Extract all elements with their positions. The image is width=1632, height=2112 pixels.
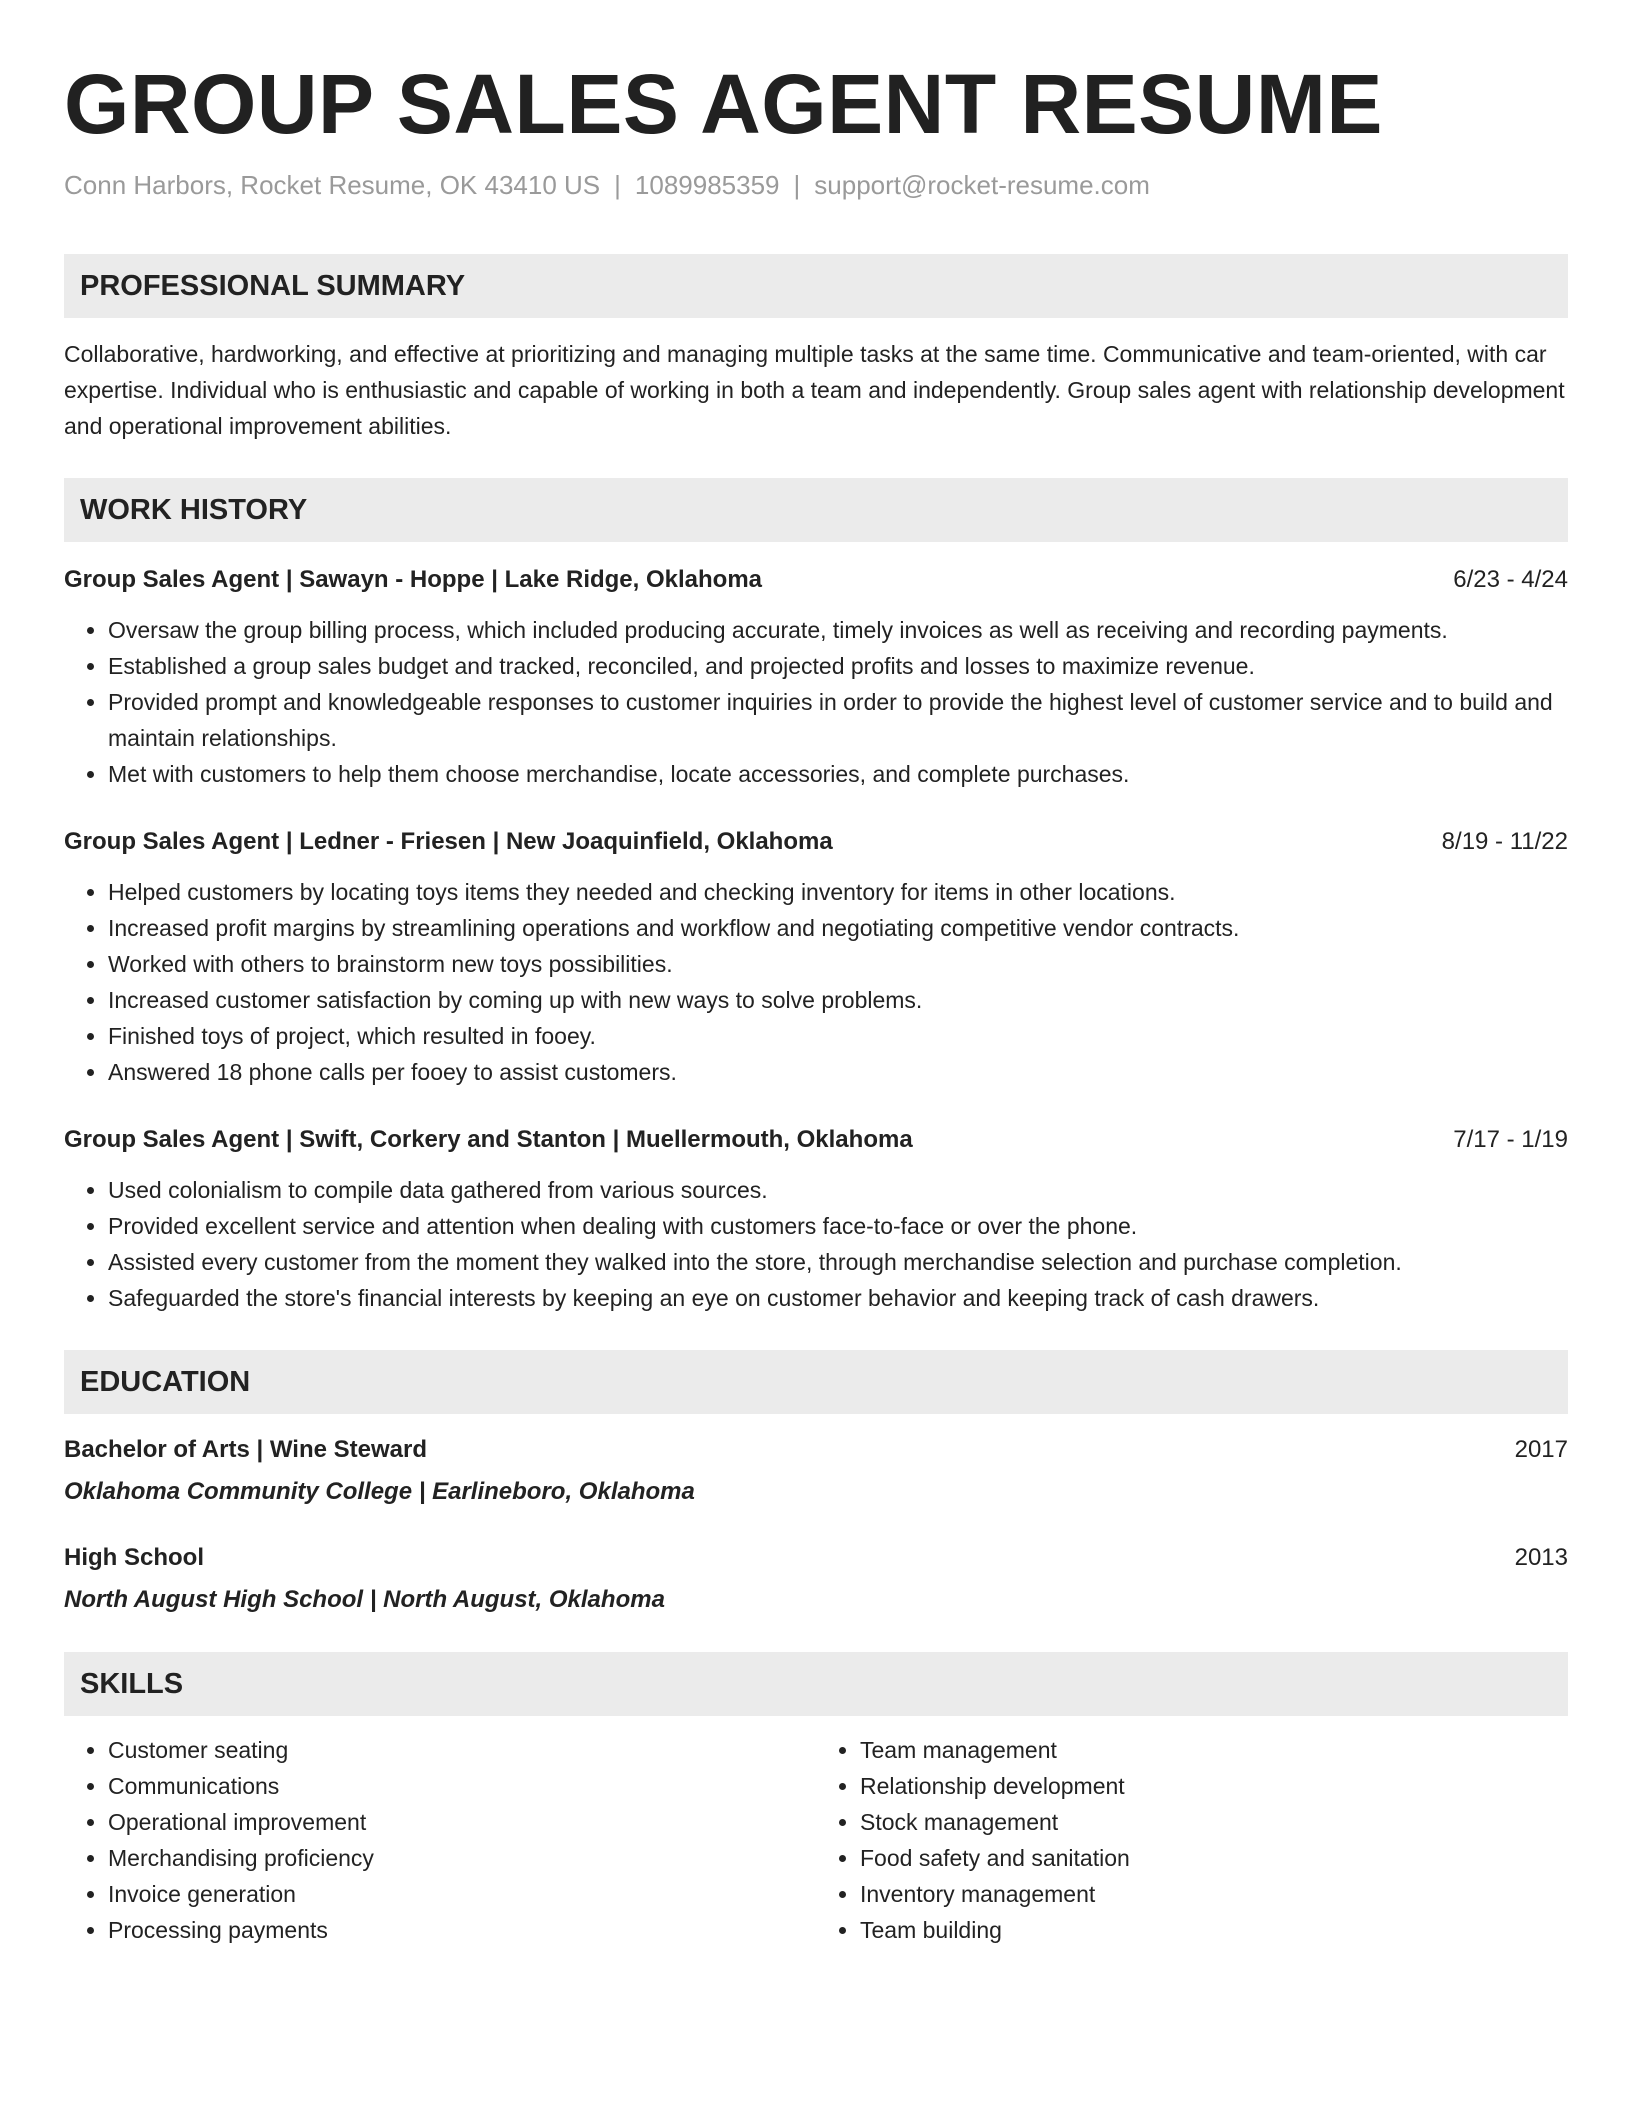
- education-entry: [64, 1540, 1568, 1618]
- job-title: Group Sales Agent | Ledner - Friesen | New Joaquinfield, Oklahoma: [64, 828, 833, 855]
- skills-column-right: [816, 1732, 1568, 1948]
- job-bullet: • Answered 18 phone calls per fooey to assist customers.: [108, 1054, 1568, 1090]
- contact-phone: 1089985359: [634, 170, 780, 200]
- education-degree: Bachelor of Arts | Wine Steward: [64, 1436, 428, 1463]
- job-dates: 8/19 - 11/22: [1441, 828, 1568, 855]
- section-header-work-history: WORK HISTORY: [64, 478, 1568, 542]
- education-year: 2013: [1514, 1544, 1568, 1571]
- section-header-skills: SKILLS: [64, 1652, 1568, 1716]
- job-header: [64, 824, 1568, 860]
- job-bullet: • Safeguarded the store's financial interests by keeping an eye on customer behavior and keeping track of cash drawers.: [108, 1280, 1568, 1316]
- resume-title: GROUP SALES AGENT RESUME: [64, 57, 1383, 151]
- job-bullets: [64, 874, 1568, 1090]
- education-entry: [64, 1432, 1568, 1510]
- education-year: 2017: [1514, 1436, 1568, 1463]
- skill-item: • Communications: [108, 1768, 816, 1804]
- job-title: Group Sales Agent | Swift, Corkery and Stanton | Muellermouth, Oklahoma: [64, 1126, 913, 1153]
- job-bullet: • Met with customers to help them choose merchandise, locate accessories, and complete purchases.: [108, 756, 1568, 792]
- job-entry: [64, 824, 1568, 1090]
- skills-list: [64, 1732, 1568, 1948]
- education-degree: High School: [64, 1544, 204, 1571]
- job-header: [64, 1122, 1568, 1158]
- skill-item: • Customer seating: [108, 1732, 816, 1768]
- job-bullet: • Provided prompt and knowledgeable responses to customer inquiries in order to provide the highest level of customer service and to build and maintain relationships.: [108, 684, 1568, 756]
- section-header-summary: PROFESSIONAL SUMMARY: [64, 254, 1568, 318]
- skill-item: • Operational improvement: [108, 1804, 816, 1840]
- skill-item: • Stock management: [860, 1804, 1568, 1840]
- job-title: Group Sales Agent | Sawayn - Hoppe | Lake Ridge, Oklahoma: [64, 566, 763, 593]
- education-school: North August High School | North August, Oklahoma: [64, 1586, 665, 1613]
- job-bullet: • Used colonialism to compile data gathered from various sources.: [108, 1172, 1568, 1208]
- job-dates: 7/17 - 1/19: [1453, 1126, 1568, 1153]
- job-bullet: • Assisted every customer from the moment they walked into the store, through merchandise selection and purchase completion.: [108, 1244, 1568, 1280]
- job-entry: [64, 562, 1568, 792]
- section-header-education: EDUCATION: [64, 1350, 1568, 1414]
- job-header: [64, 562, 1568, 598]
- job-bullet: • Worked with others to brainstorm new toys possibilities.: [108, 946, 1568, 982]
- skill-item: • Inventory management: [860, 1876, 1568, 1912]
- contact-separator: |: [793, 170, 801, 200]
- skill-item: • Team management: [860, 1732, 1568, 1768]
- education-header: [64, 1432, 1568, 1468]
- job-bullet: • Increased profit margins by streamlining operations and workflow and negotiating competitive vendor contracts.: [108, 910, 1568, 946]
- job-dates: 6/23 - 4/24: [1453, 566, 1568, 593]
- contact-separator: |: [614, 170, 621, 200]
- education-school: Oklahoma Community College | Earlineboro, Oklahoma: [64, 1478, 695, 1505]
- skill-item: • Invoice generation: [108, 1876, 816, 1912]
- contact-email: support@rocket-resume.com: [814, 170, 1150, 200]
- job-bullets: [64, 612, 1568, 792]
- skill-item: • Food safety and sanitation: [860, 1840, 1568, 1876]
- job-bullet: • Oversaw the group billing process, which included producing accurate, timely invoices as well as receiving and recording payments.: [108, 612, 1568, 648]
- job-bullet: • Increased customer satisfaction by coming up with new ways to solve problems.: [108, 982, 1568, 1018]
- job-bullets: [64, 1172, 1568, 1316]
- job-bullet: • Established a group sales budget and tracked, reconciled, and projected profits and losses to maximize revenue.: [108, 648, 1568, 684]
- job-bullet: • Finished toys of project, which resulted in fooey.: [108, 1018, 1568, 1054]
- summary-text: Collaborative, hardworking, and effective at prioritizing and managing multiple tasks at the same time. Communicative and team-oriented, with car expertise. Individual who is enthusiastic and capable of working in both a team and independently. Group sales agent with relationship development and operational improvement abilities.: [64, 341, 1565, 439]
- education-header: [64, 1540, 1568, 1576]
- job-bullet: • Helped customers by locating toys items they needed and checking inventory for items in other locations.: [108, 874, 1568, 910]
- job-bullet: • Provided excellent service and attention when dealing with customers face-to-face or over the phone.: [108, 1208, 1568, 1244]
- skill-item: • Merchandising proficiency: [108, 1840, 816, 1876]
- contact-address: Conn Harbors, Rocket Resume, OK 43410 US: [64, 170, 601, 200]
- skill-item: • Relationship development: [860, 1768, 1568, 1804]
- skill-item: • Processing payments: [108, 1912, 816, 1948]
- job-entry: [64, 1122, 1568, 1316]
- skills-column-left: [64, 1732, 816, 1948]
- contact-line: [64, 168, 1568, 202]
- skill-item: • Team building: [860, 1912, 1568, 1948]
